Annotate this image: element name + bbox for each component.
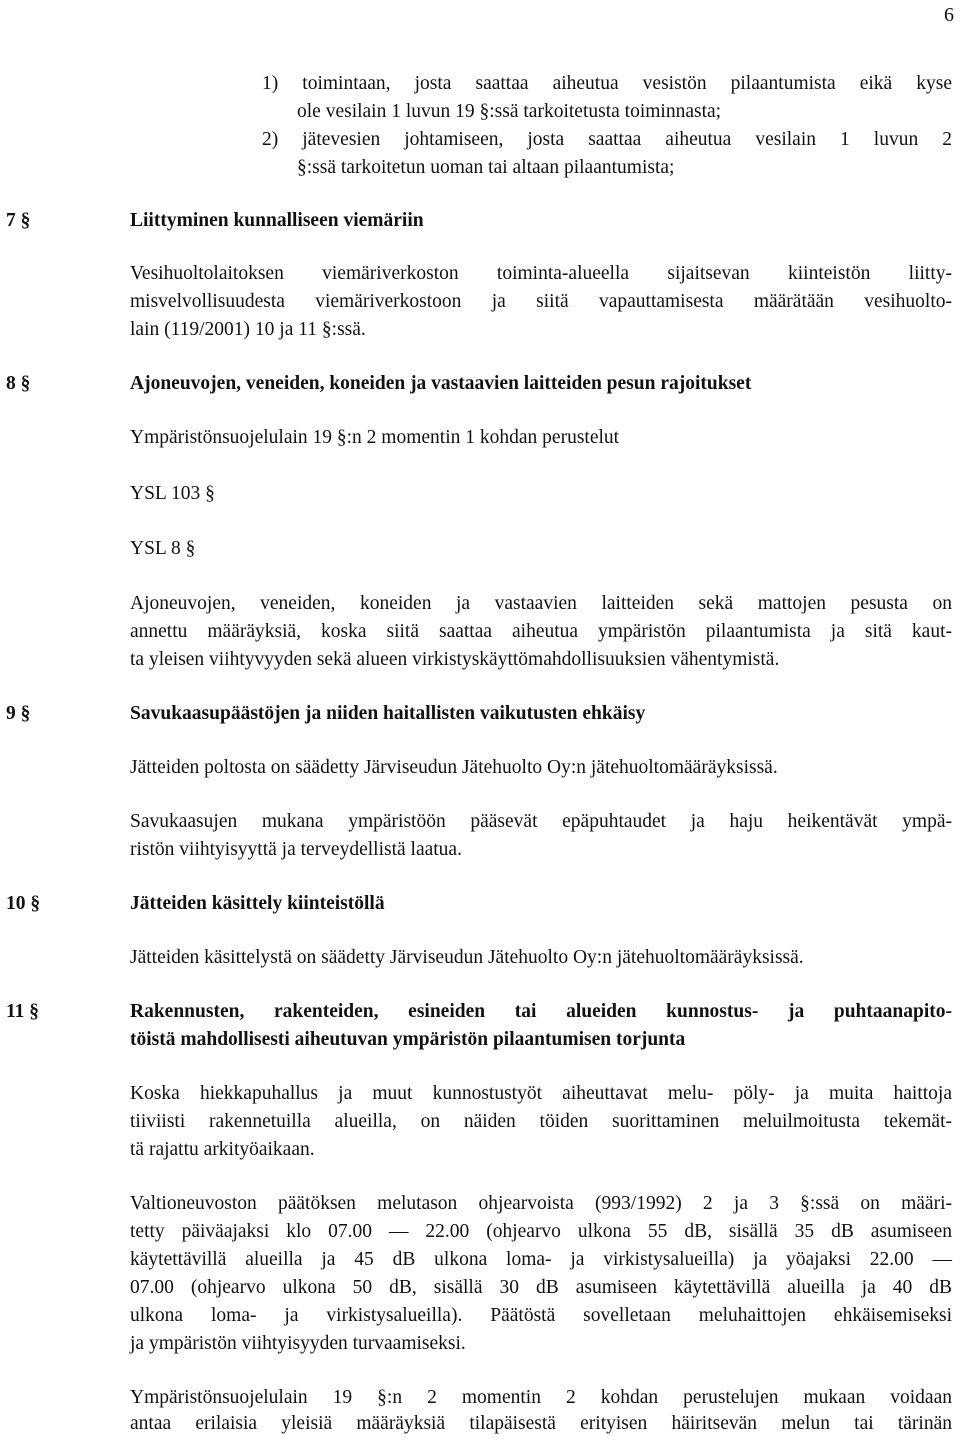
paragraph-line: misvelvollisuudesta viemäriverkostoon ja siitä vapauttamisesta määrätään vesihuolto- bbox=[130, 291, 952, 312]
paragraph-line: antaa erilaisia yleisiä määräyksiä tilapäisestä erityisen häiritsevän melun tai tärinän bbox=[130, 1413, 952, 1434]
paragraph-line: Ympäristönsuojelulain 19 §:n 2 momentin 2 kohdan perustelujen mukaan voidaan bbox=[130, 1387, 952, 1408]
paragraph-line: käytettävillä alueilla ja 45 dB ulkona loma- ja virkistysalueilla) ja yöajaksi 22.00 — bbox=[130, 1249, 952, 1270]
section-number: 8 § bbox=[6, 373, 31, 394]
paragraph-line: 07.00 (ohjearvo ulkona 50 dB, sisällä 30 dB asumiseen käytettävillä alueilla ja 40 dB bbox=[130, 1277, 952, 1298]
section-title: Savukaasupäästöjen ja niiden haitallisten vaikutusten ehkäisy bbox=[130, 703, 646, 724]
paragraph-line: Jätteiden poltosta on säädetty Järviseudun Jätehuolto Oy:n jätehuoltomääräyksissä. bbox=[130, 757, 778, 778]
paragraph-line: tiiviisti rakennetuilla alueilla, on näiden töiden suorittaminen meluilmoitusta tekemät- bbox=[130, 1111, 952, 1132]
paragraph-line: annettu määräyksiä, koska siitä saattaa aiheutua ympäristön pilaantumista ja sitä kaut- bbox=[130, 621, 952, 642]
intro-line: 1) toimintaan, josta saattaa aiheutua vesistön pilaantumista eikä kyse bbox=[262, 73, 952, 94]
paragraph-line: ristön viihtyisyyttä ja terveydellistä laatua. bbox=[130, 839, 462, 860]
paragraph-line: Koska hiekkapuhallus ja muut kunnostustyöt aiheuttavat melu- pöly- ja muita haittoja bbox=[130, 1083, 952, 1104]
paragraph-line: Valtioneuvoston päätöksen melutason ohjearvoista (993/1992) 2 ja 3 §:ssä on määri- bbox=[130, 1193, 952, 1214]
section-title: Jätteiden käsittely kiinteistöllä bbox=[130, 893, 385, 914]
paragraph-line: ta yleisen viihtyvyyden sekä alueen virkistyskäyttömahdollisuuksien vähentymistä. bbox=[130, 649, 780, 670]
section-title: Rakennusten, rakenteiden, esineiden tai alueiden kunnostus- ja puhtaanapito- bbox=[130, 1001, 952, 1022]
paragraph-line: YSL 8 § bbox=[130, 538, 196, 559]
paragraph-line: YSL 103 § bbox=[130, 483, 215, 504]
intro-line: 2) jätevesien johtamiseen, josta saattaa aiheutua vesilain 1 luvun 2 bbox=[262, 129, 952, 150]
paragraph-line: Savukaasujen mukana ympäristöön pääsevät epäpuhtaudet ja haju heikentävät ympä- bbox=[130, 811, 952, 832]
section-number: 9 § bbox=[6, 703, 31, 724]
section-number: 7 § bbox=[6, 210, 31, 231]
paragraph-line: ja ympäristön viihtyisyyden turvaamiseksi. bbox=[130, 1333, 466, 1354]
section-number: 11 § bbox=[6, 1001, 40, 1022]
paragraph-line: Ympäristönsuojelulain 19 §:n 2 momentin 1 kohdan perustelut bbox=[130, 427, 620, 448]
paragraph-line: Jätteiden käsittelystä on säädetty Järviseudun Jätehuolto Oy:n jätehuoltomääräyksissä. bbox=[130, 947, 804, 968]
intro-line: §:ssä tarkoitetun uoman tai altaan pilaantumista; bbox=[297, 157, 675, 178]
paragraph-line: Vesihuoltolaitoksen viemäriverkoston toiminta-alueella sijaitsevan kiinteistön liitty- bbox=[130, 263, 952, 284]
paragraph-line: tetty päiväajaksi klo 07.00 — 22.00 (ohjearvo ulkona 55 dB, sisällä 35 dB asumiseen bbox=[130, 1221, 952, 1242]
paragraph-line: Ajoneuvojen, veneiden, koneiden ja vastaavien laitteiden sekä mattojen pesusta on bbox=[130, 593, 952, 614]
section-number: 10 § bbox=[6, 893, 41, 914]
paragraph-line: tä rajattu arkityöaikaan. bbox=[130, 1139, 315, 1160]
intro-line: ole vesilain 1 luvun 19 §:ssä tarkoitetusta toiminnasta; bbox=[297, 101, 722, 122]
section-title: Ajoneuvojen, veneiden, koneiden ja vastaavien laitteiden pesun rajoitukset bbox=[130, 373, 752, 394]
section-title: Liittyminen kunnalliseen viemäriin bbox=[130, 210, 424, 231]
section-title: töistä mahdollisesti aiheutuvan ympäristön pilaantumisen torjunta bbox=[130, 1029, 686, 1050]
paragraph-line: ulkona loma- ja virkistysalueilla). Päätöstä sovelletaan meluhaittojen ehkäisemiseksi bbox=[130, 1305, 952, 1326]
page-number: 6 bbox=[944, 4, 954, 26]
paragraph-line: lain (119/2001) 10 ja 11 §:ssä. bbox=[130, 319, 366, 340]
